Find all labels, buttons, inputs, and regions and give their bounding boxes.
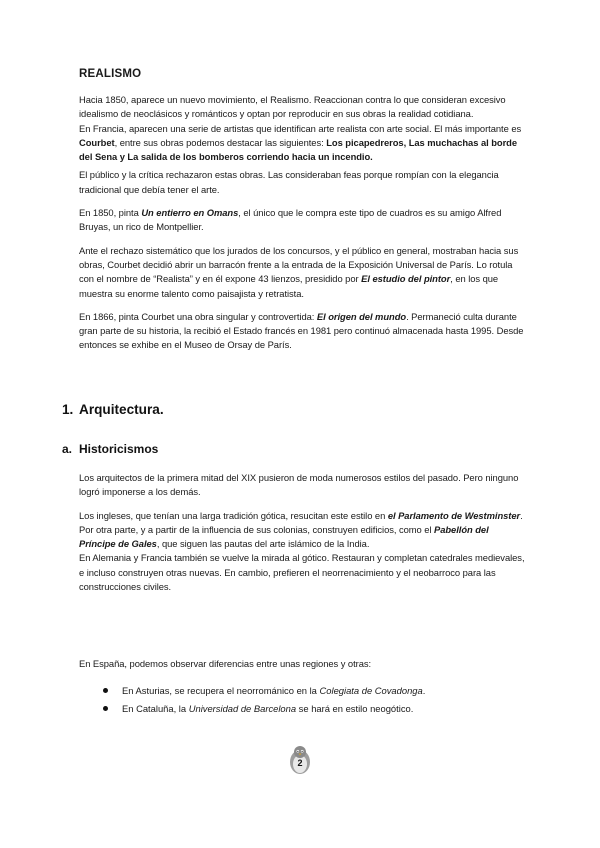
- list-item: En Cataluña, la Universidad de Barcelona se hará en estilo neogótico.: [100, 700, 520, 718]
- realismo-paragraph-3: El público y la crítica rechazaron estas obras. Las consideraban feas porque rompían con la elegancia tradicional que debía tener el arte.: [79, 169, 499, 195]
- work-westminster: el Parlamento de Westminster: [387, 509, 521, 521]
- subsection-heading-historicismos: a. Historicismos: [62, 442, 159, 456]
- work-entierro: Un entierro en Omans: [141, 207, 239, 219]
- work-covadonga: Colegiata de Covadonga: [319, 685, 423, 696]
- list-item: En Asturias, se recupera el neorrománico en la Colegiata de Covadonga.: [100, 682, 520, 700]
- realismo-paragraph-2: En Francia, aparecen una serie de artistas que identifican arte realista con arte social. El más importante es Courbet, entre sus obras podemos destacar las siguientes: Los picapedreros, Las muchachas al borde del Sena y La salida de los bomberos corriendo hacia un incendio.: [79, 122, 522, 163]
- work-pabellon: Pabellón del Príncipe de Gales: [79, 523, 489, 550]
- historicismos-paragraph-4: En España, podemos observar diferencias entre unas regiones y otras:: [79, 658, 372, 669]
- work-origen: El origen del mundo: [316, 310, 407, 322]
- work-estudio: El estudio del pintor: [361, 273, 451, 285]
- realismo-paragraph-4: En 1850, pinta Un entierro en Omans, el único que le compra este tipo de cuadros es su amigo Alfred Bruyas, un rico de Montpellier.: [79, 207, 502, 233]
- historicismos-paragraph-1: Los arquitectos de la primera mitad del XIX pusieron de moda numerosos estilos del pasado. Pero ninguno logró imponerse a los demás.: [79, 472, 519, 498]
- historicismos-paragraph-3: En Alemania y Francia también se vuelve la mirada al gótico. Restauran y completan catedrales medievales, e incluso construyen otras nuevas. En cambio, prefieren el neorrenacimiento y el neobarroco para las construcciones civiles.: [79, 552, 525, 593]
- courbet-name: Courbet: [79, 136, 115, 148]
- realismo-paragraph-5: Ante el rechazo sistemático que los jurados de los concursos, y el público en general, mostraban hacia sus obras, Courbet decidió abrir un barracón frente a la entrada de la Exposición Universal de París. Lo rotula con el nombre de “Realista” y en él expone 43 lienzos, presidido por El estudio del pintor, en los que muestra su enorme talento como paisajista y retratista.: [79, 244, 519, 299]
- historicismos-block: [79, 471, 527, 594]
- bullet-icon: [103, 706, 108, 711]
- work-universidad: Universidad de Barcelona: [188, 702, 297, 714]
- historicismos-paragraph-2: Los ingleses, que tenían una larga tradición gótica, resucitan este estilo en el Parlamento de Westminster. Por otra parte, y a partir de la influencia de sus colonias, construyen edificios, como el Pabellón del Príncipe de Gales, que siguen las pautas del arte islámico de la India.: [79, 509, 523, 550]
- page-number: 2: [297, 758, 303, 768]
- courbet-works: Los picapedreros, Las muchachas al borde del Sena y La salida de los bomberos corriendo hacia un incendio.: [79, 136, 518, 163]
- realismo-paragraph-1: Hacia 1850, aparece un nuevo movimiento, el Realismo. Reaccionan contra lo que consideran excesivo idealismo de neoclásicos y románticos y optan por reproducir en sus obras la realidad cotidiana.: [79, 94, 506, 120]
- page-title: REALISMO: [79, 68, 142, 80]
- bullet-icon: [103, 688, 108, 693]
- section-heading-arquitectura: 1. Arquitectura.: [62, 402, 164, 417]
- realismo-paragraph-6: En 1866, pinta Courbet una obra singular y controvertida: El origen del mundo. Permaneció culta durante gran parte de su historia, la recibió el Estado francés en 1981 pero continuó almacenada hasta 1995. Desde entonces se exhibe en el Museo de Orsay de París.: [79, 310, 524, 351]
- realismo-block: [79, 68, 527, 353]
- regions-list: [100, 682, 520, 717]
